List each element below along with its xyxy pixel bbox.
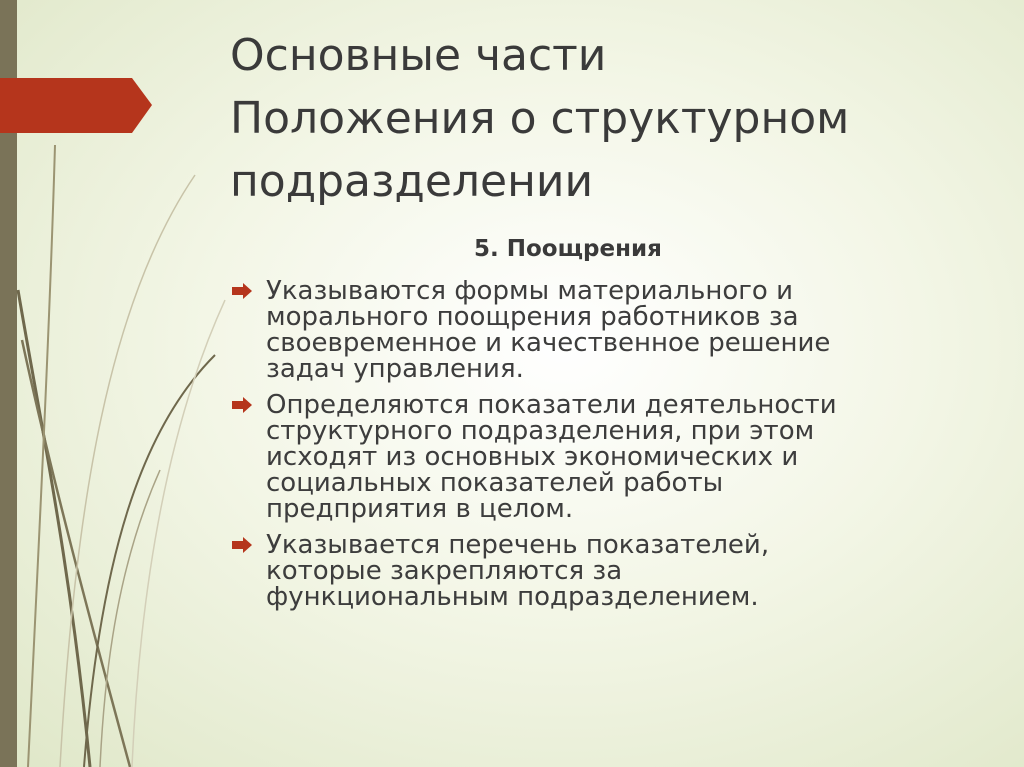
bullet-line: предприятия в целом. — [266, 494, 574, 524]
arrow-right-icon — [232, 537, 252, 553]
arrow-right-icon — [232, 397, 252, 413]
bullet-line: исходят из основных экономических и — [266, 442, 799, 472]
grass-blade — [28, 145, 55, 767]
grass-blade — [18, 290, 90, 767]
bullet-line: которые закрепляются за — [266, 556, 623, 586]
bullet-list — [232, 278, 972, 620]
title-line: Положения о структурном — [230, 93, 850, 144]
section-heading: 5. Поощрения — [474, 236, 662, 262]
slide-title — [230, 24, 990, 213]
bullet-item — [232, 278, 972, 382]
arrow-right-icon — [232, 283, 252, 299]
bullet-line: функциональным подразделением. — [266, 582, 759, 612]
bullet-line: морального поощрения работников за — [266, 302, 799, 332]
bullet-line: структурного подразделения, при этом — [266, 416, 815, 446]
bullet-line: Указывается перечень показателей, — [266, 530, 770, 560]
bullet-line: Указываются формы материального и — [266, 276, 793, 306]
title-arrow-banner — [0, 78, 152, 133]
bullet-line: своевременное и качественное решение — [266, 328, 831, 358]
title-line: Основные части — [230, 30, 607, 81]
bullet-item — [232, 532, 972, 610]
grass-blade — [100, 470, 160, 767]
title-line: подразделении — [230, 156, 594, 207]
bullet-line: Определяются показатели деятельности — [266, 390, 837, 420]
grass-blade — [132, 300, 225, 767]
bullet-line: социальных показателей работы — [266, 468, 724, 498]
bullet-line: задач управления. — [266, 354, 524, 384]
bullet-item — [232, 392, 972, 522]
